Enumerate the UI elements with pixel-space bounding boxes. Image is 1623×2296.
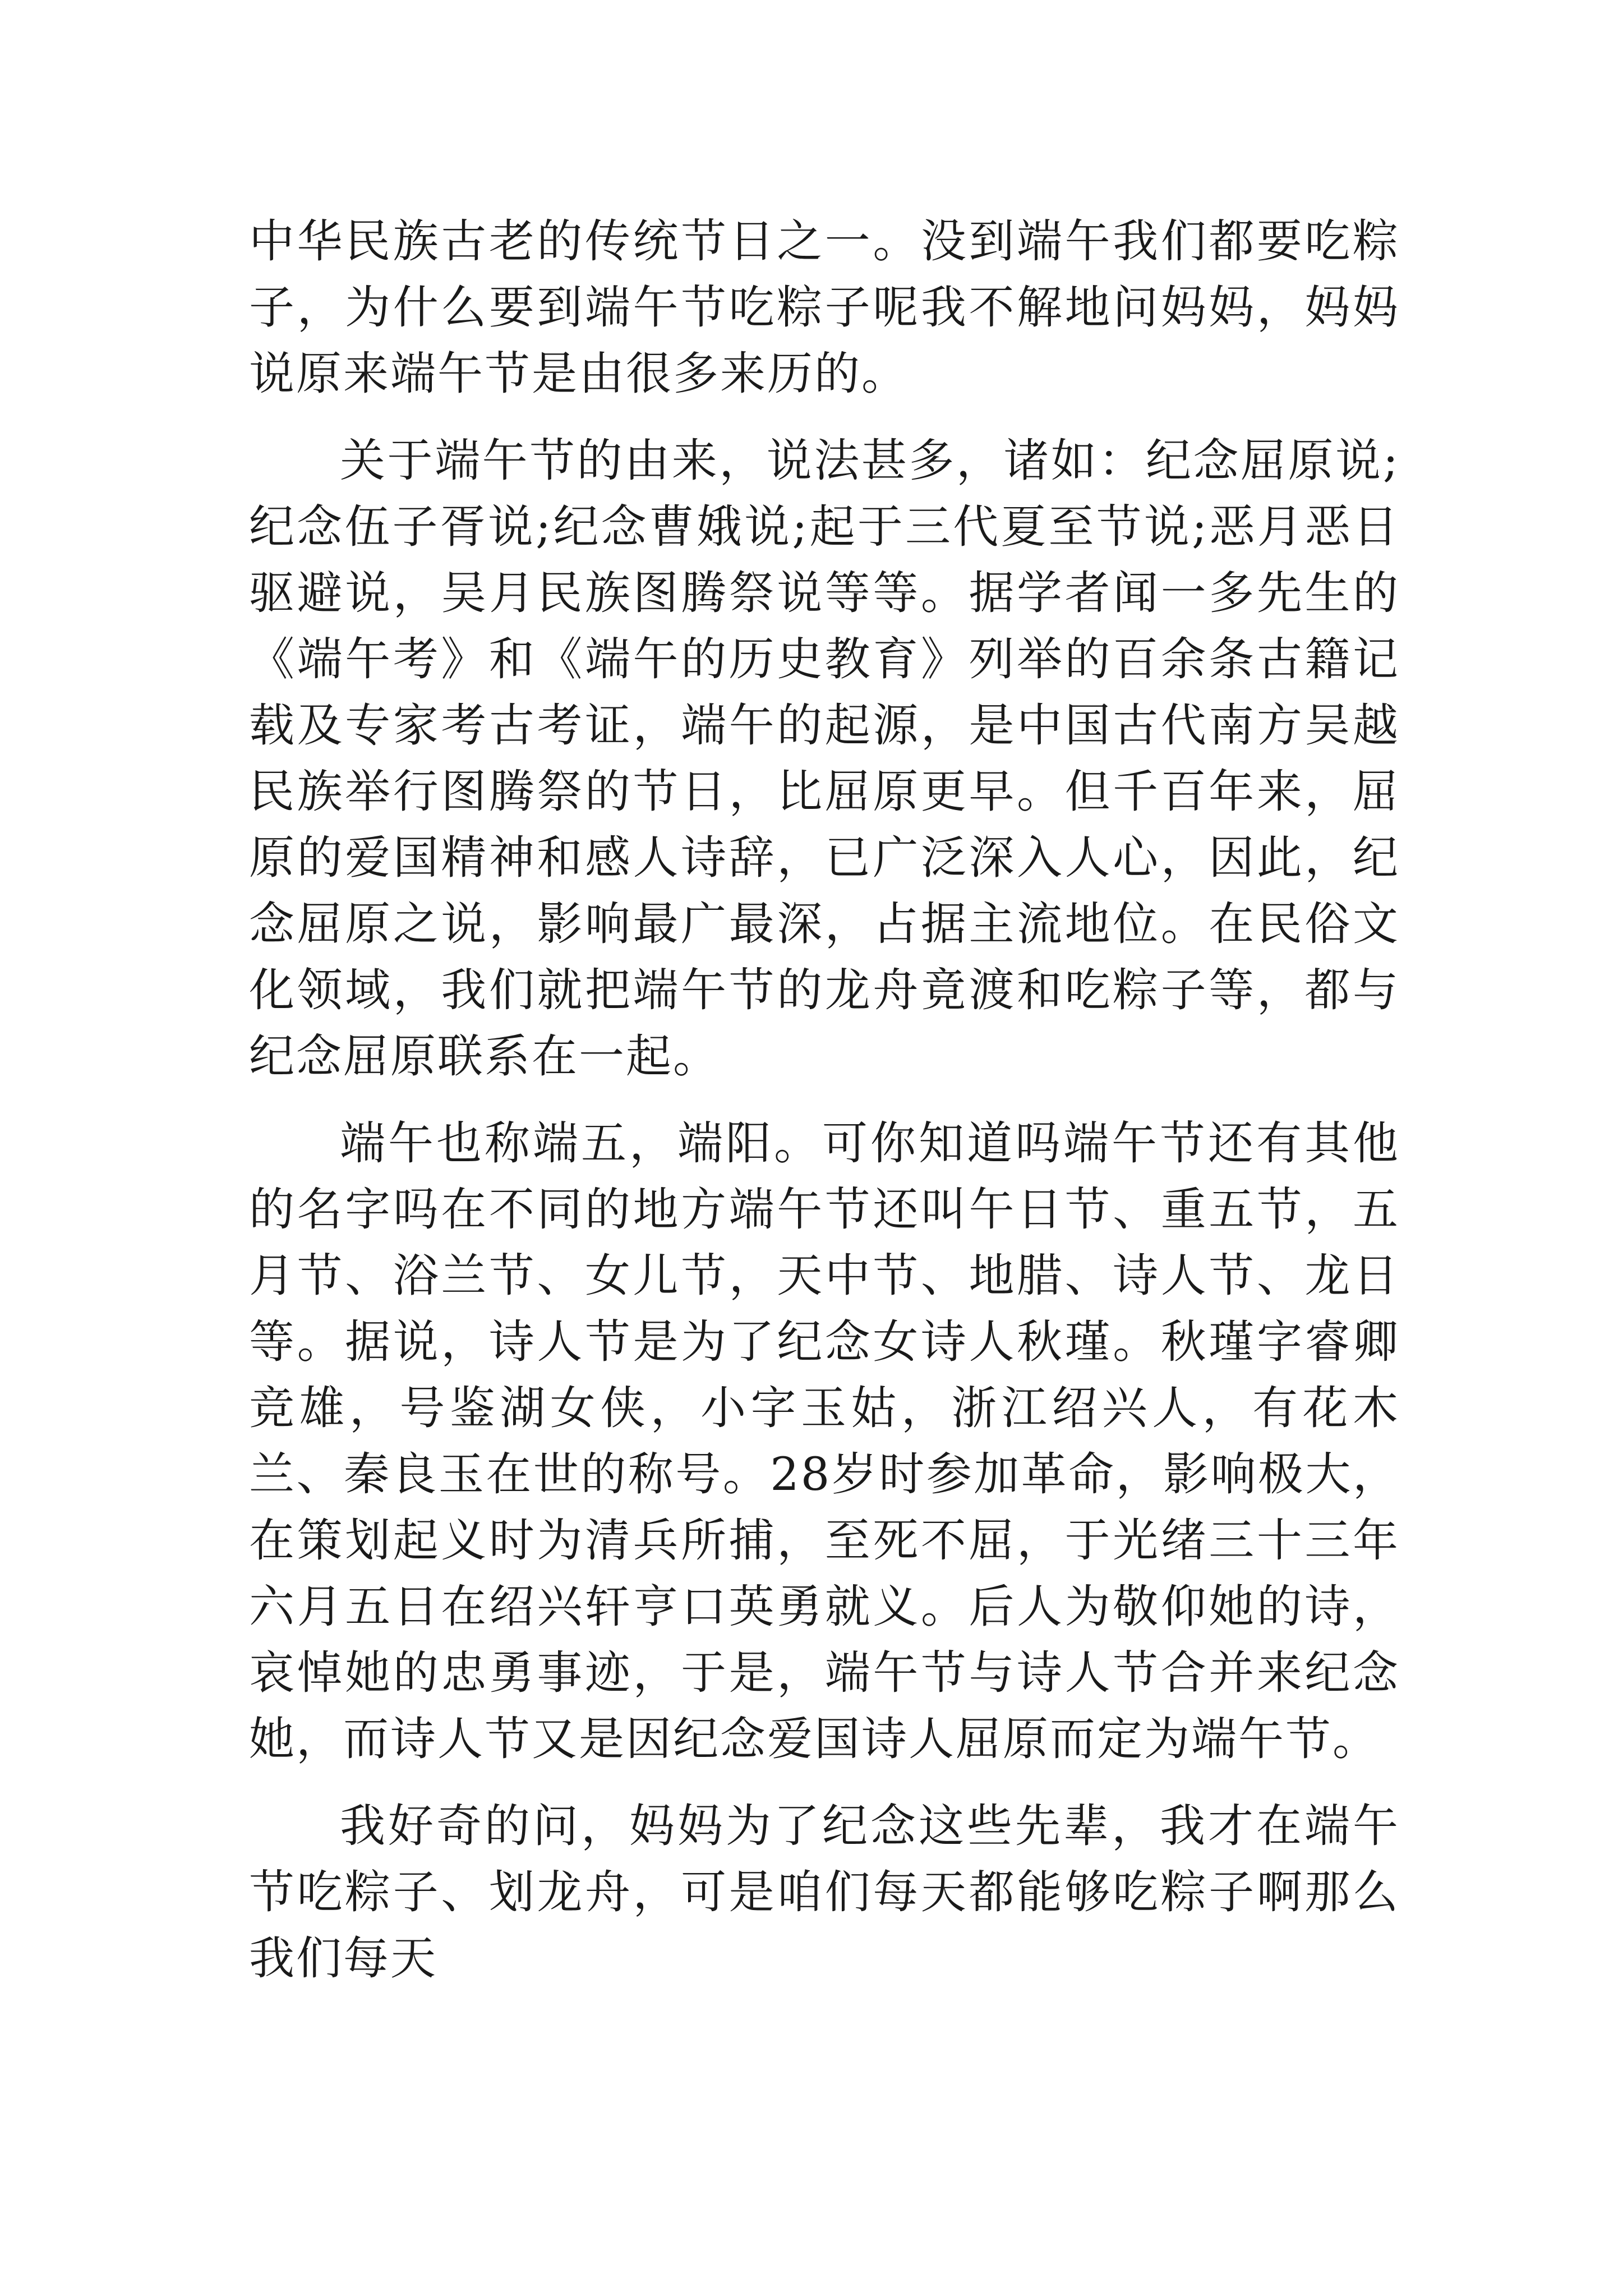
paragraph-1: 中华民族古老的传统节日之一。没到端午我们都要吃粽子，为什么要到端午节吃粽子呢我不解地问妈妈，妈妈说原来端午节是由很多来历的。 bbox=[249, 215, 1400, 401]
paragraph-3: 端午也称端五，端阳。可你知道吗端午节还有其他的名字吗在不同的地方端午节还叫午日节、重五节，五月节、浴兰节、女儿节，天中节、地腊、诗人节、龙日等。据说，诗人节是为了纪念女诗人秋瑾。秋瑾字睿卿竞雄，号鉴湖女侠，小字玉姑，浙江绍兴人，有花木兰、秦良玉在世的称号。28岁时参加革命，影响极大，在策划起义时为清兵所捕，至死不屈，于光绪三十三年六月五日在绍兴轩亨口英勇就义。后人为敬仰她的诗，哀悼她的忠勇事迹，于是，端午节与诗人节合并来纪念她，而诗人节又是因纪念爱国诗人屈原而定为端午节。 bbox=[249, 1117, 1400, 1766]
paragraph-4: 我好奇的问，妈妈为了纪念这些先辈，我才在端午节吃粽子、划龙舟，可是咱们每天都能够吃粽子啊那么我们每天 bbox=[249, 1800, 1400, 1985]
document-body bbox=[249, 209, 1400, 2013]
paragraph-2: 关于端午节的由来，说法甚多，诸如：纪念屈原说;纪念伍子胥说;纪念曹娥说;起于三代夏至节说;恶月恶日驱避说，吴月民族图腾祭说等等。据学者闻一多先生的《端午考》和《端午的历史教育》列举的百余条古籍记载及专家考古考证，端午的起源，是中国古代南方吴越民族举行图腾祭的节日，比屈原更早。但千百年来，屈原的爱国精神和感人诗辞，已广泛深入人心，因此，纪念屈原之说，影响最广最深，占据主流地位。在民俗文化领域，我们就把端午节的龙舟竟渡和吃粽子等，都与纪念屈原联系在一起。 bbox=[249, 435, 1400, 1083]
